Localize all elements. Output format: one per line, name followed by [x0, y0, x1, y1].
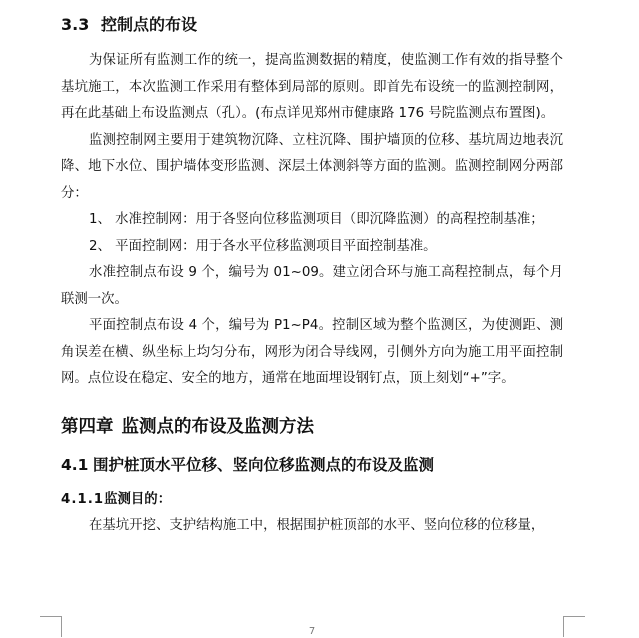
section-number: 4.1.1	[61, 491, 105, 507]
paragraph: 水准控制点布设 9 个，编号为 01~09。建立闭合环与施工高程控制点，每个月联测一次。	[61, 265, 563, 307]
section-heading-4-1	[61, 449, 563, 481]
section-title: 围护桩顶水平位移、竖向位移监测点的布设及监测	[93, 455, 435, 474]
paragraph: 在基坑开挖、支护结构施工中，根据围护桩顶部的水平、竖向位移的位移量，	[89, 517, 545, 533]
crop-mark-bottom-left	[40, 616, 62, 637]
paragraph: 监测控制网主要用于建筑物沉降、立柱沉降、围护墙顶的位移、基坑周边地表沉降、地下水位、围护墙体变形监测、深层土体测斜等方面的监测。监测控制网分两部分：	[61, 132, 563, 201]
crop-mark-bottom-right	[563, 616, 585, 637]
chapter-label: 第四章	[61, 416, 114, 437]
chapter-title: 监测点的布设及监测方法	[121, 416, 314, 437]
page-number: 7	[308, 626, 316, 637]
section-title: 监测目的：	[104, 491, 172, 507]
chapter-heading	[61, 410, 563, 444]
section-number: 4.1	[61, 455, 89, 474]
paragraph: 平面控制点布设 4 个，编号为 P1~P4。控制区域为整个监测区，为使测距、测角误差在横、纵坐标上均匀分布，网形为闭合导线网，引侧外方向为施工用平面控制网。点位设在稳定、安全的地方，通常在地面埋设钢钉点，顶上刻划“+”字。	[61, 318, 563, 386]
section-heading-4-1-1	[61, 487, 563, 513]
page-content	[61, 10, 563, 539]
section-heading-3-3	[61, 10, 563, 40]
section-title: 控制点的布设	[101, 15, 198, 34]
section-number: 3.3	[61, 15, 90, 34]
paragraph: 为保证所有监测工作的统一，提高监测数据的精度，使监测工作有效的指导整个基坑施工，本次监测工作采用有整体到局部的原则。即首先布设统一的监测控制网，再在此基础上布设监测点（孔）。(布点详见郑州市健康路 176 号院监测点布置图)。	[61, 53, 563, 121]
list-item: 2、 平面控制网：用于各水平位移监测项目平面控制基准。	[89, 238, 437, 254]
list-item: 1、 水准控制网：用于各竖向位移监测项目（即沉降监测）的高程控制基准；	[89, 212, 544, 227]
